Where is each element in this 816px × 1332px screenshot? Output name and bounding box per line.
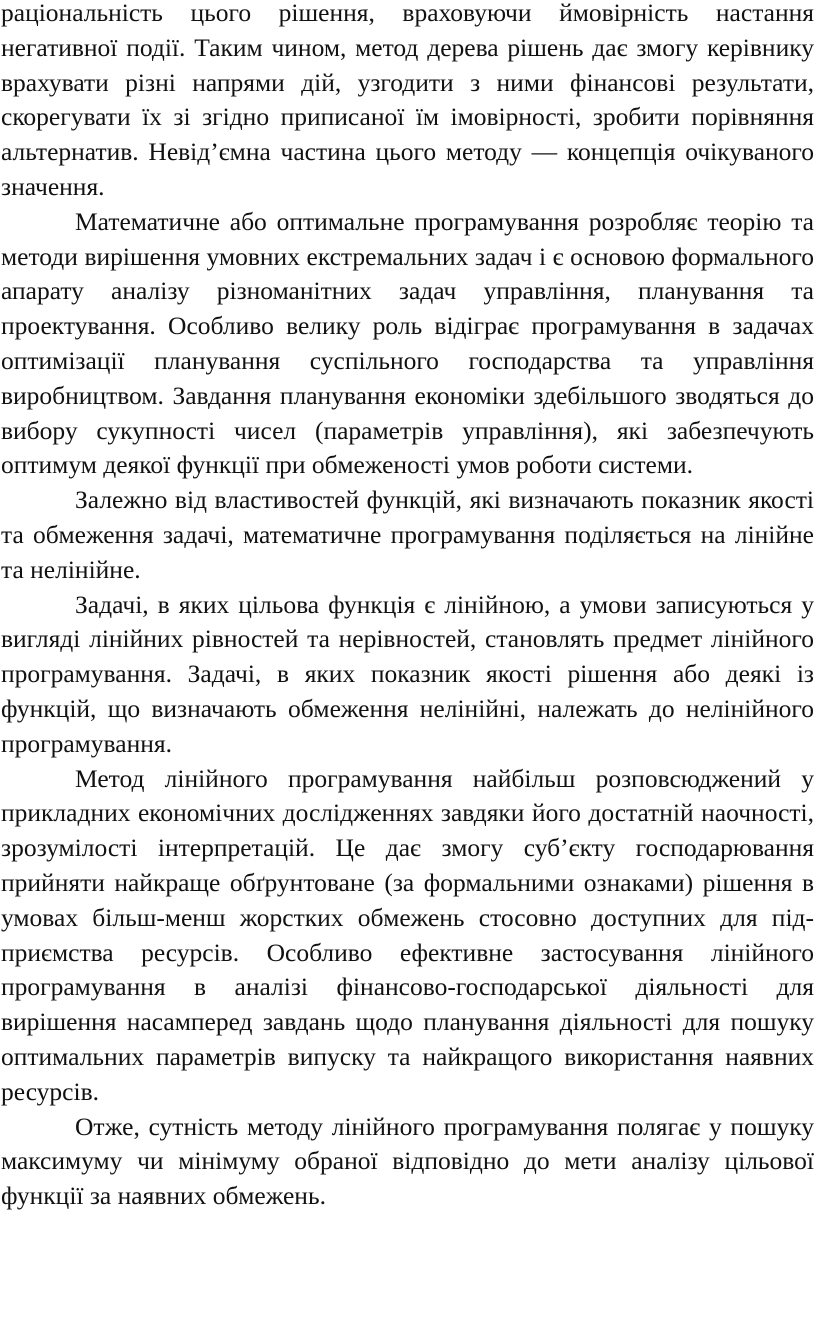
paragraph-linear-programming-essence: Отже, сутність методу лінійного програмування полягає у пошуку максимуму чи мінімуму обраної відповідно до мети аналізу цільової функції за наявних обмежень. (1, 1111, 814, 1211)
paragraph-linear-programming-definition: Задачі, в яких цільова функція є лінійною, а умови записуються у вигляді лінійних рівностей та нерівностей, становлять предмет лінійного програмування. Задачі, в яких показник якості рішення або деякі із функцій, що визначають обмеження нелінійні, належать до нелінійного програмування. (1, 589, 814, 758)
paragraph-linear-programming-usage: Метод лінійного програмування найбільш розповсюджений у прикладних економічних дослідженнях завдяки його достатній наочності, зрозумілості інтерпретацій. Це дає змогу суб’єкту господарювання прийняти найкраще обґрунтоване (за формальними ознаками) рішення в умовах більш-менш жорстких обмежень стосовно доступних для під-приємства ресурсів. Особливо ефективне застосування лінійного програмування в аналізі фінансово-господарської діяльності для вирішення насамперед завдань щодо планування діяльності для пошуку оптимальних параметрів випуску та найкращого використання наявних ресурсів. (1, 763, 814, 1106)
paragraph-mathematical-programming: Математичне або оптимальне програмування розробляє теорію та методи вирішення умовних екстремальних задач і є основою формального апарату аналізу різноманітних задач управління, планування та проектування. Особливо велику роль відіграє програмування в задачах оптимізації планування суспільного господарства та управління виробництвом. Завдання планування економіки здебільшого зводяться до вибору сукупності чисел (параметрів управління), які забезпечують оптимум деякої функції при обмеженості умов роботи системи. (1, 206, 814, 480)
paragraph-linear-nonlinear-division: Залежно від властивостей функцій, які визначають показник якості та обмеження задачі, математичне програмування поділяється на лінійне та нелінійне. (1, 485, 814, 584)
paragraph-decision-tree-conclusion: раціональність цього рішення, враховуючи ймовірність настання негативної події. Таким чином, метод дерева рішень дає змогу керівнику врахувати різні напрями дій, узгодити з ними фінансові результати, скорегувати їх зі згідно приписаної їм імовірності, зробити порівняння альтернатив. Невід’ємна частина цього методу — концепція очікуваного значення. (1, 0, 814, 201)
